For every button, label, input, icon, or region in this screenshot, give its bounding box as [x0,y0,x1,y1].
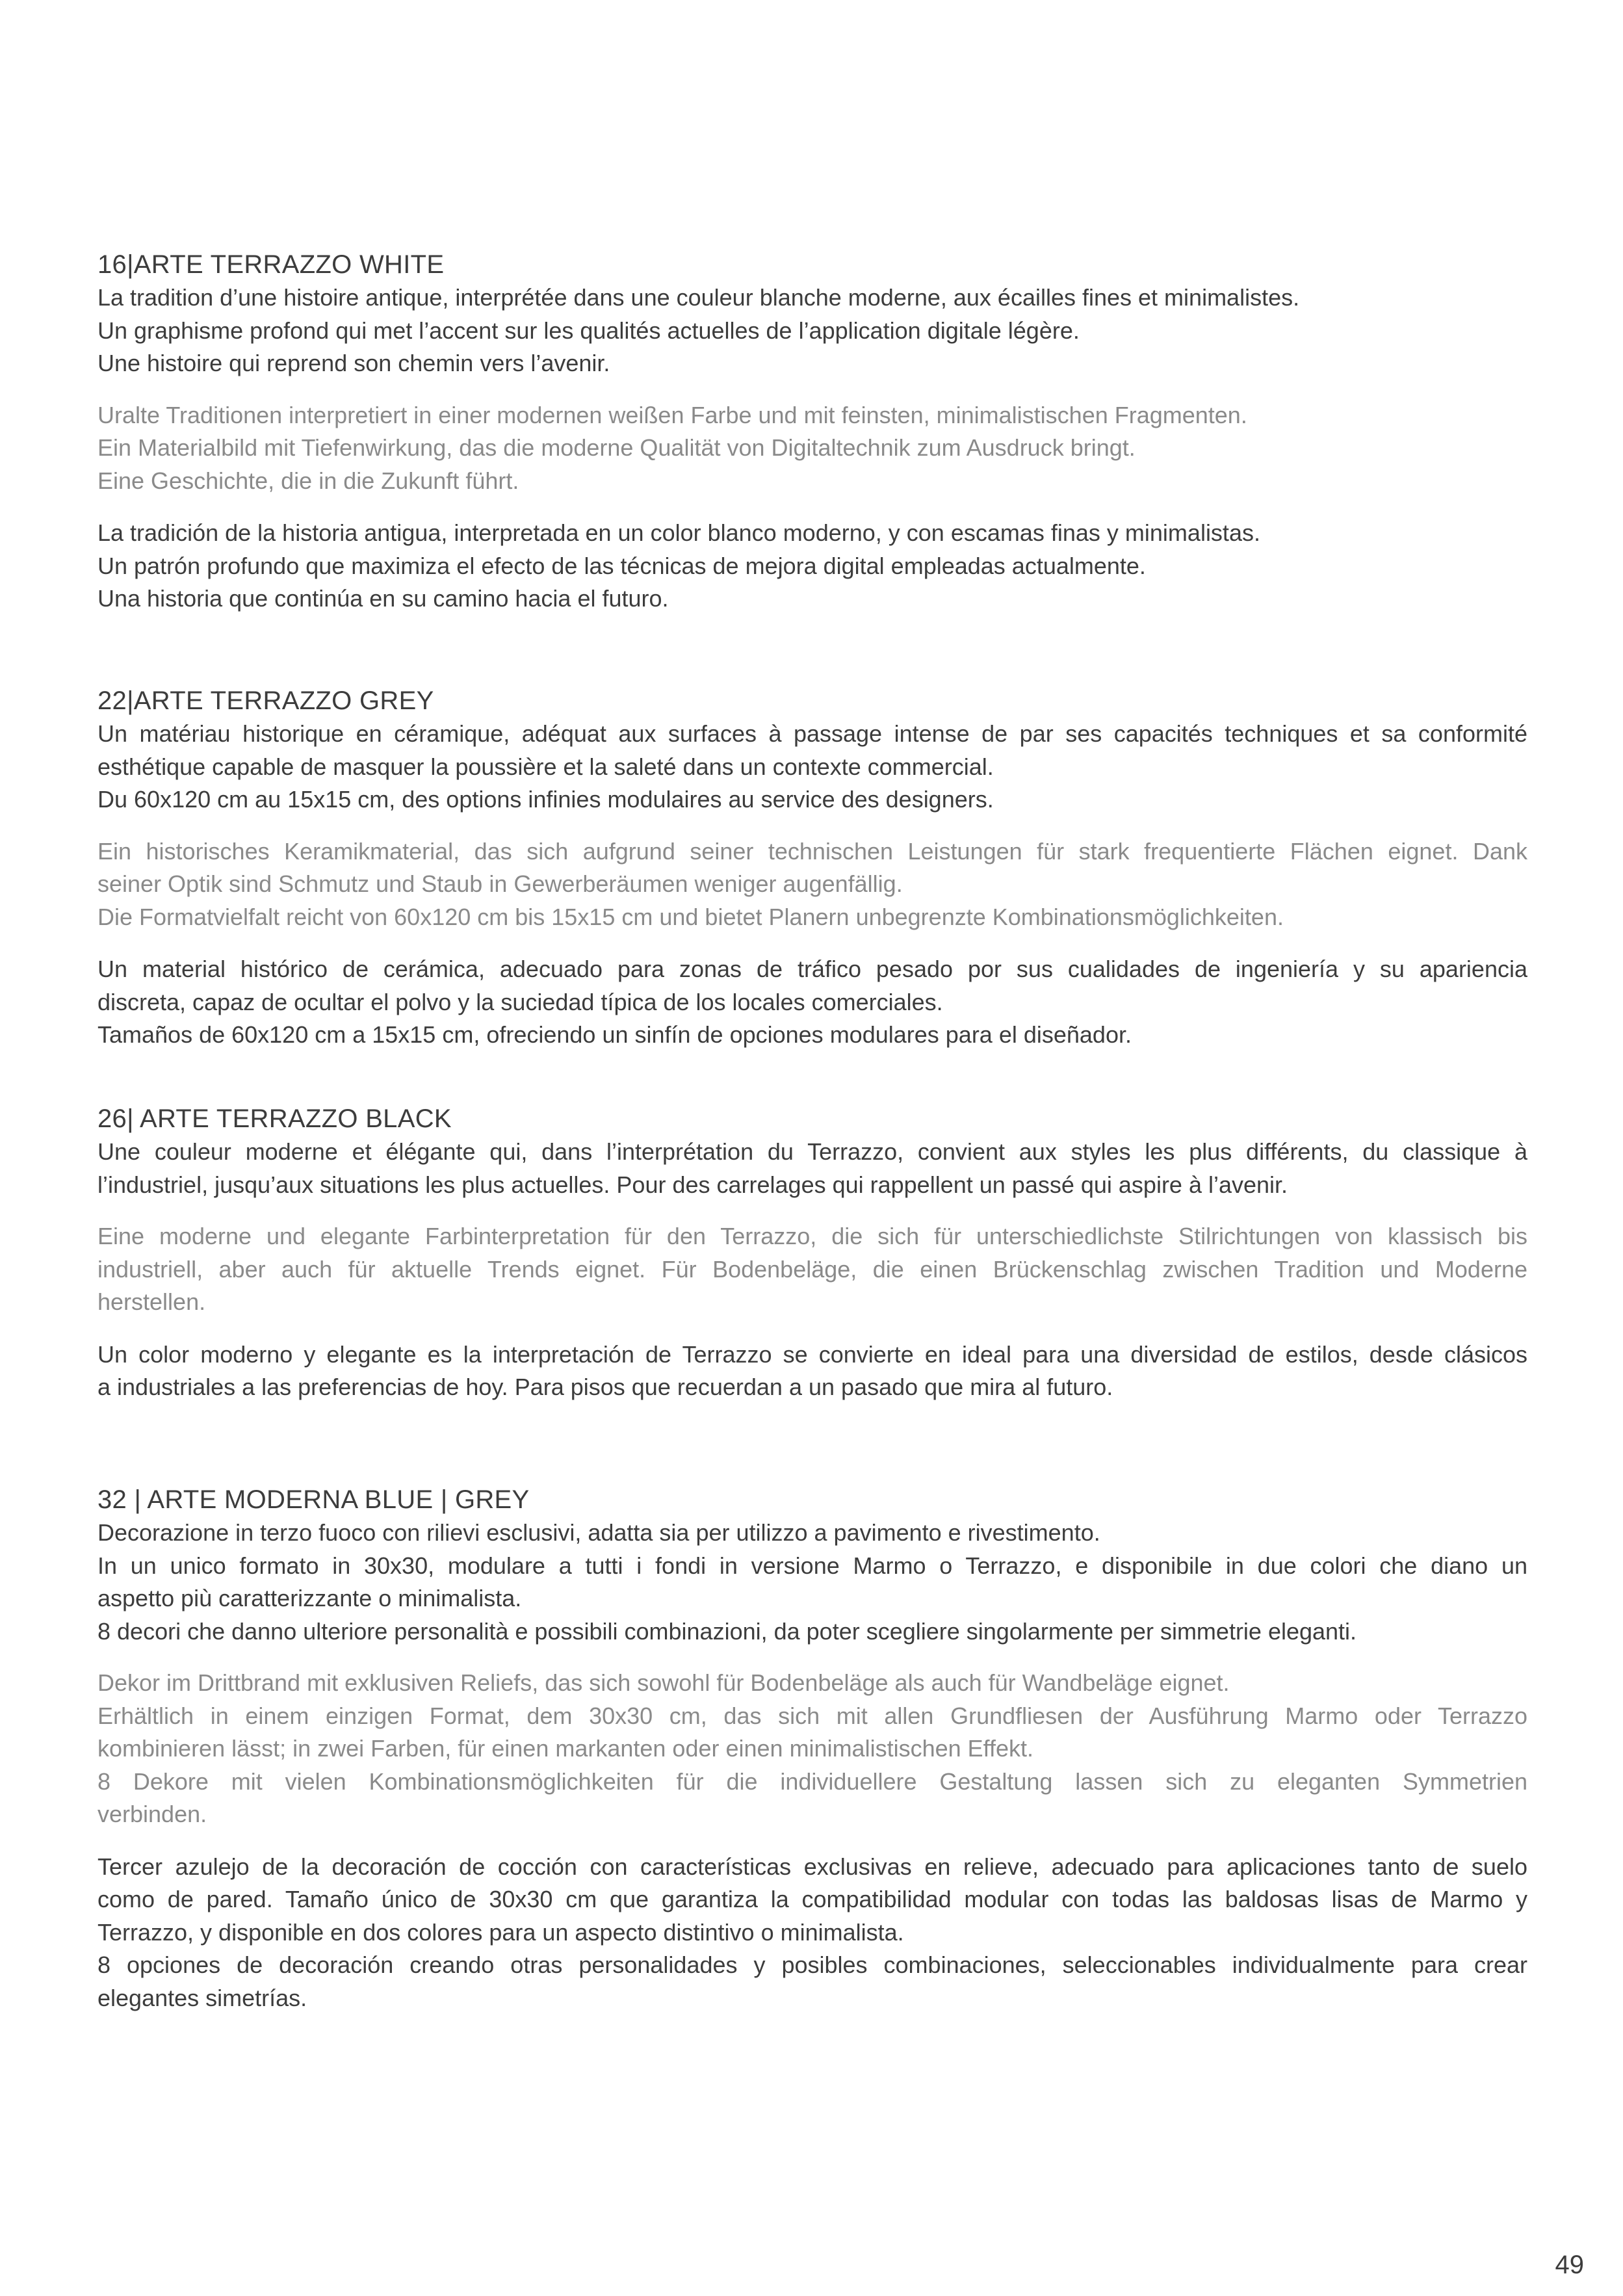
text-line: Die Formatvielfalt reicht von 60x120 cm bis 15x15 cm und bietet Planern unbegrenzte Kombinationsmöglichkeiten. [97,903,1284,930]
text-line: Une histoire qui reprend son chemin vers l’avenir. [97,350,610,376]
text-line: 8 Dekore mit vielen Kombinationsmöglichkeiten für die individuellere Gestaltung lassen sich zu eleganten Symmetrien [97,1768,1527,1795]
text-line: aspetto più caratterizzante o minimalista. [97,1585,522,1611]
text-line: Un matériau historique en céramique, adéquat aux surfaces à passage intense de par ses capacités techniques et sa conformité [97,720,1527,747]
description-german [97,1667,1527,1831]
description-spanish [97,517,1527,616]
text-line: seiner Optik sind Schmutz und Staub in Gewerberäumen weniger augenfällig. [97,870,903,897]
text-line: Un color moderno y elegante es la interpretación de Terrazzo se convierte en ideal para una diversidad de estilos, desde clásicos [97,1340,1527,1368]
section-title: 26| ARTE TERRAZZO BLACK [97,1104,452,1133]
description-french [97,1136,1527,1201]
description-spanish [97,1851,1527,2015]
text-line: 8 opciones de decoración creando otras personalidades y posibles combinaciones, seleccionables individualmente para crear [97,1951,1527,1978]
text-line: Un patrón profundo que maximiza el efecto de las técnicas de mejora digital empleadas actualmente. [97,552,1146,579]
text-line: herstellen. [97,1288,206,1315]
text-line: Tercer azulejo de la decoración de cocción con características exclusivas en relieve, adecuado para aplicaciones tanto de suelo [97,1853,1527,1880]
text-line: kombinieren lässt; in zwei Farben, für einen markanten oder einen minimalistischen Effekt. [97,1735,1034,1762]
text-line: Terrazzo, y disponible en dos colores para un aspecto distintivo o minimalista. [97,1918,904,1946]
text-line: Una historia que continúa en su camino hacia el futuro. [97,585,669,612]
description-spanish [97,953,1527,1052]
text-line: esthétique capable de masquer la poussière et la saleté dans un contexte commercial. [97,753,994,780]
text-line: La tradición de la historia antigua, interpretada en un color blanco moderno, y con escamas finas y minimalistas. [97,519,1260,546]
description-german [97,835,1527,934]
text-line: a industriales a las preferencias de hoy. Para pisos que recuerdan a un pasado que mira al futuro. [97,1374,1113,1400]
section-arte-moderna-blue-grey [97,1483,1527,2015]
text-line: Ein Materialbild mit Tiefenwirkung, das die moderne Qualität von Digitaltechnik zum Ausdruck bringt. [97,434,1136,461]
text-line: In un unico formato in 30x30, modulare a tutti i fondi in versione Marmo o Terrazzo, e disponibile in due colori che diano un [97,1552,1527,1579]
description-spanish [97,1338,1527,1404]
text-line: industriell, aber auch für aktuelle Trends eignet. Für Bodenbeläge, die einen Brückenschlag zwischen Tradition und Moderne [97,1255,1527,1283]
section-arte-terrazzo-grey [97,684,1527,1052]
text-line: como de pared. Tamaño único de 30x30 cm que garantiza la compatibilidad modular con todas las baldosas lisas de Marmo y [97,1886,1527,1912]
text-line: elegantes simetrías. [97,1984,307,2011]
description-german [97,1220,1527,1319]
text-line: l’industriel, jusqu’aux situations les plus actuelles. Pour des carrelages qui rappellent un passé qui aspire à l’avenir. [97,1171,1288,1198]
description-italian [97,1517,1527,1648]
text-line: Erhältlich in einem einzigen Format, dem 30x30 cm, das sich mit allen Grundfliesen der Ausführung Marmo oder Terrazzo [97,1702,1527,1729]
section-title: 16|ARTE TERRAZZO WHITE [97,250,445,279]
text-line: Dekor im Drittbrand mit exklusiven Reliefs, das sich sowohl für Bodenbeläge als auch für Wandbeläge eignet. [97,1669,1230,1696]
section-arte-terrazzo-white [97,248,1527,616]
text-line: Decorazione in terzo fuoco con rilievi esclusivi, adatta sia per utilizzo a pavimento e rivestimento. [97,1519,1100,1546]
description-french [97,718,1527,816]
text-line: Uralte Traditionen interpretiert in einer modernen weißen Farbe und mit feinsten, minimalistischen Fragmenten. [97,401,1247,428]
text-line: verbinden. [97,1801,207,1827]
section-title: 22|ARTE TERRAZZO GREY [97,686,434,715]
text-line: 8 decori che danno ulteriore personalità e possibili combinazioni, da poter scegliere singolarmente per simmetrie eleganti. [97,1617,1357,1645]
section-title: 32 | ARTE MODERNA BLUE | GREY [97,1485,530,1514]
text-line: Une couleur moderne et élégante qui, dans l’interprétation du Terrazzo, convient aux styles les plus différents, du classique à [97,1138,1527,1165]
text-line: Un material histórico de cerámica, adecuado para zonas de tráfico pesado por sus cualidades de ingeniería y su apariencia [97,956,1527,982]
text-line: Eine Geschichte, die in die Zukunft führt. [97,467,519,494]
section-arte-terrazzo-black [97,1102,1527,1404]
text-line: La tradition d’une histoire antique, interprétée dans une couleur blanche moderne, aux écailles fines et minimalistes. [97,284,1300,311]
text-line: Du 60x120 cm au 15x15 cm, des options infinies modulaires au service des designers. [97,786,994,813]
text-line: Tamaños de 60x120 cm a 15x15 cm, ofreciendo un sinfín de opciones modulares para el diseñador. [97,1021,1132,1048]
text-line: Eine moderne und elegante Farbinterpretation für den Terrazzo, die sich für unterschiedlichste Stilrichtungen von klassisch bis [97,1223,1527,1249]
page-number: 49 [1555,2250,1584,2279]
description-french [97,281,1527,380]
text-line: Un graphisme profond qui met l’accent sur les qualités actuelles de l’application digitale légère. [97,317,1080,344]
text-line: discreta, capaz de ocultar el polvo y la suciedad típica de los locales comerciales. [97,988,943,1015]
text-line: Ein historisches Keramikmaterial, das sich aufgrund seiner technischen Leistungen für stark frequentierte Flächen eignet. Dank [97,837,1527,865]
description-german [97,399,1527,498]
